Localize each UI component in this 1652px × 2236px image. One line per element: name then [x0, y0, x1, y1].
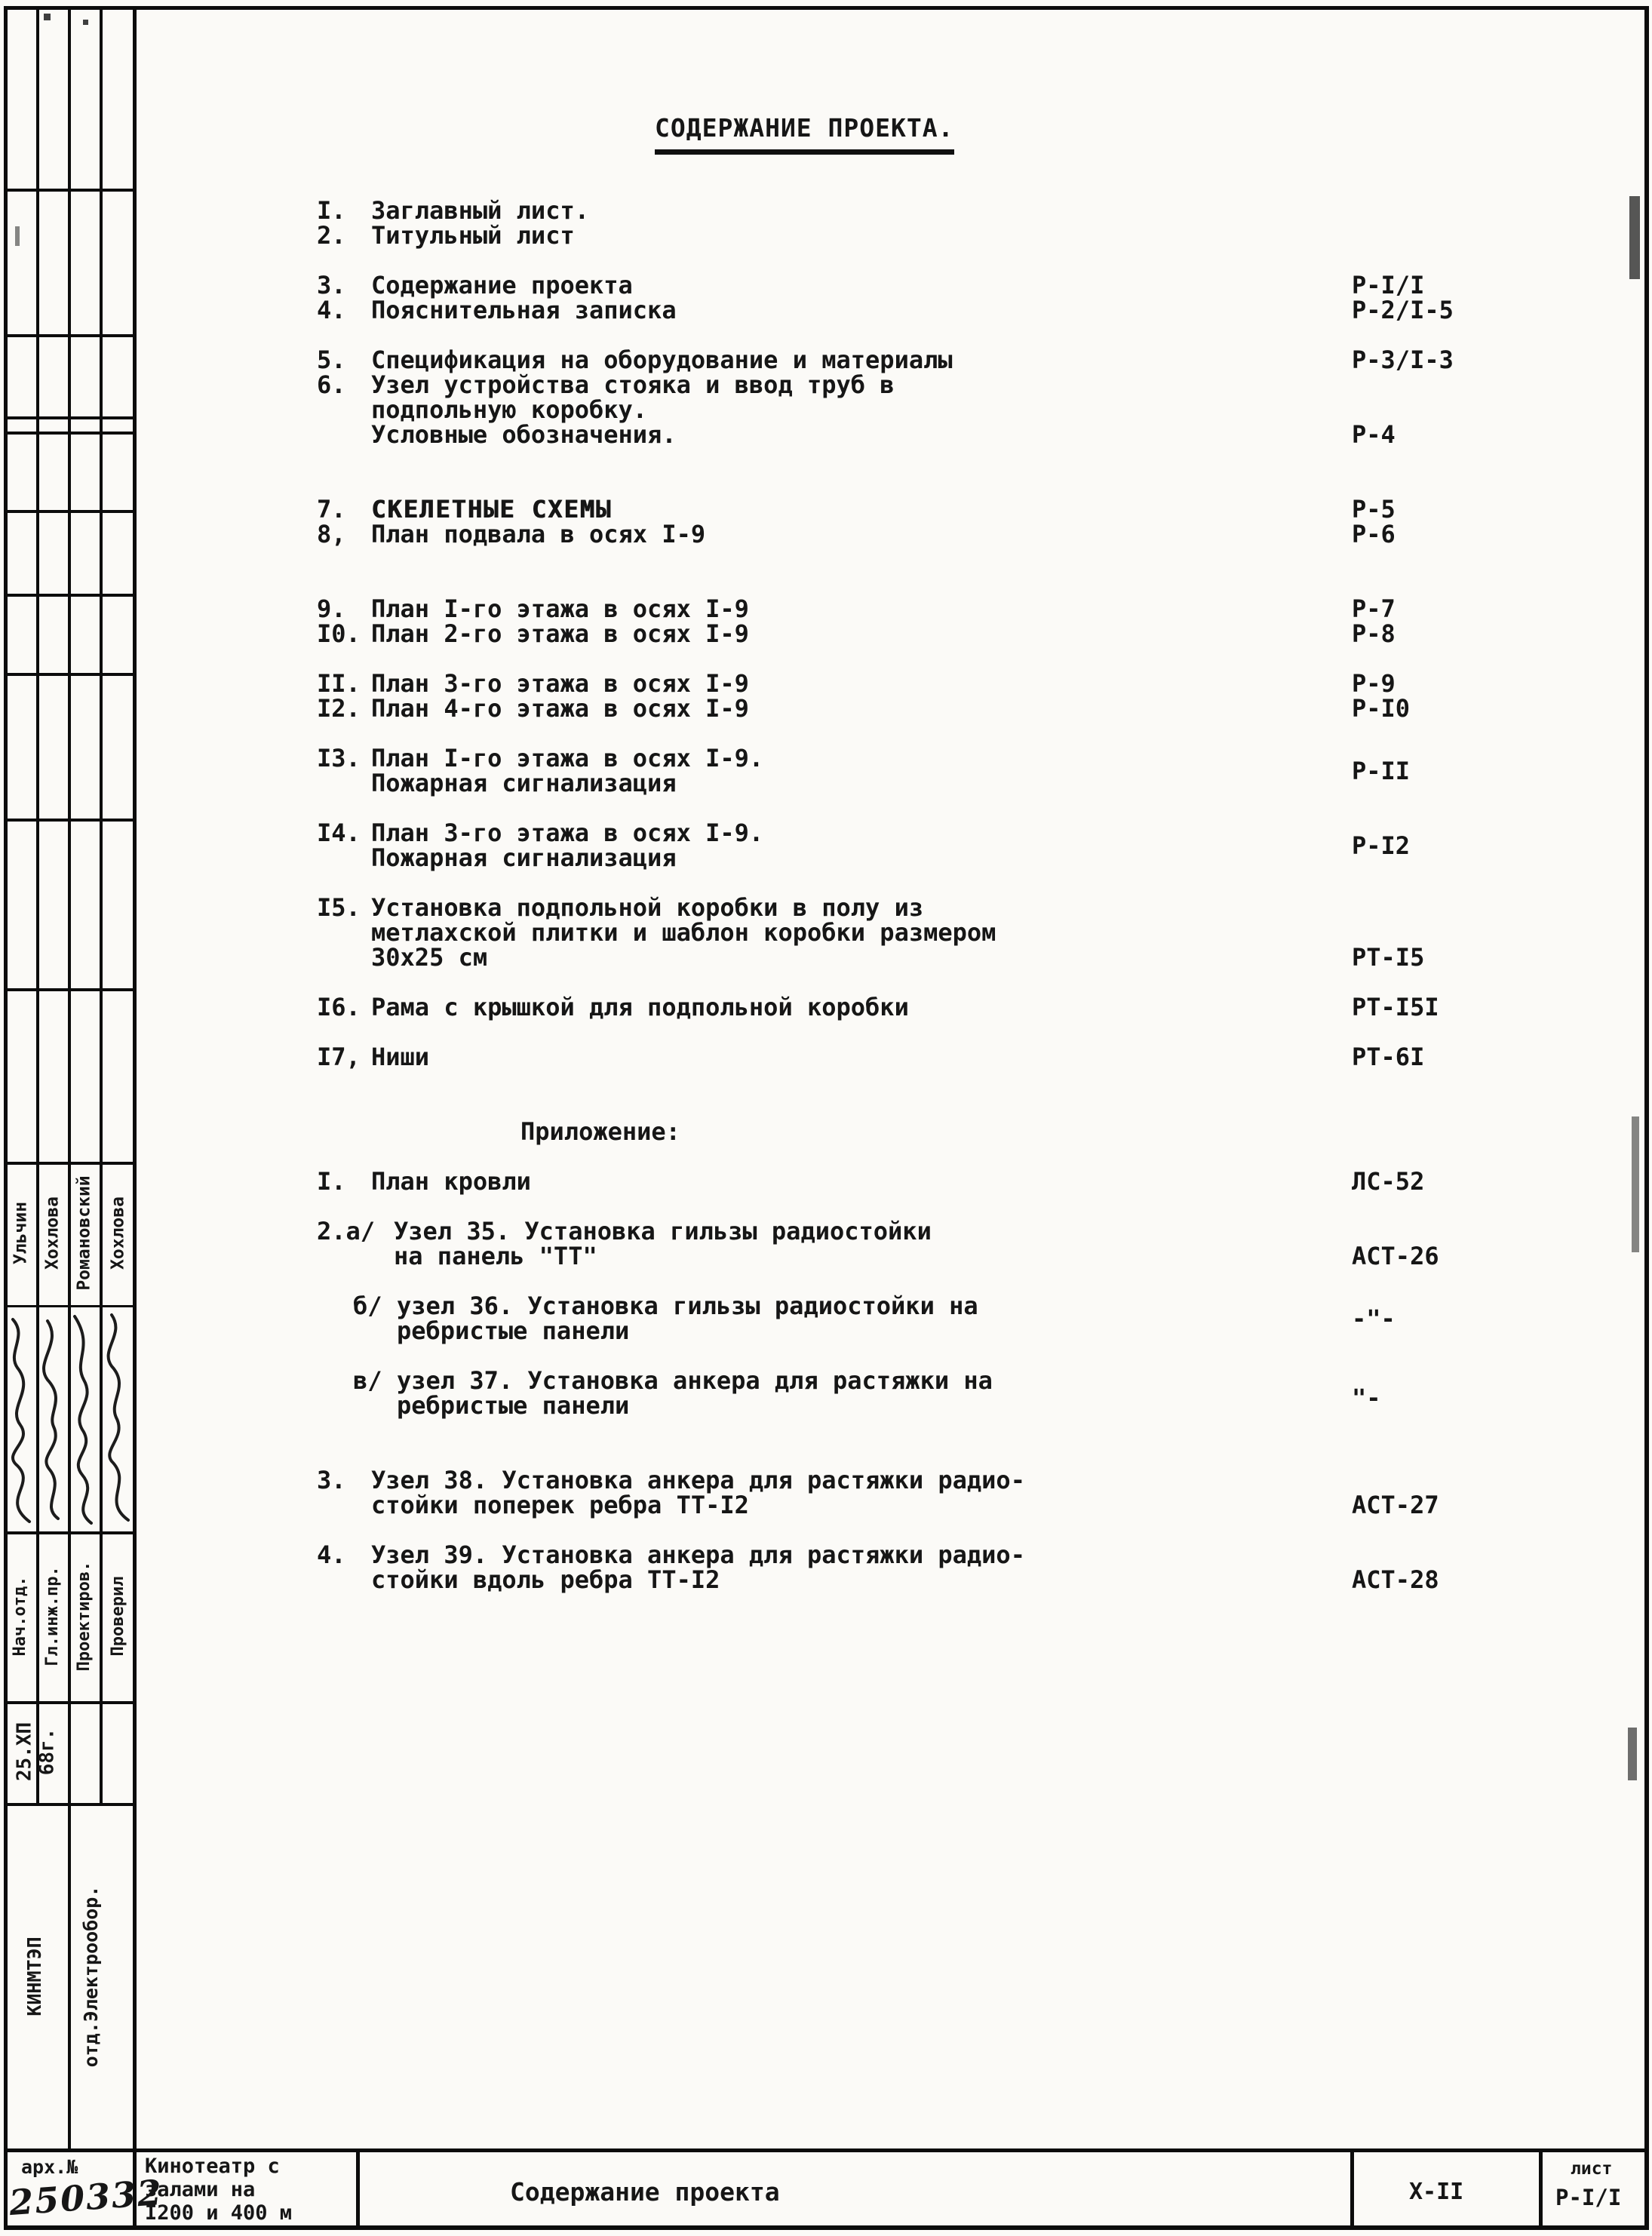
scan-artifact	[1632, 1116, 1639, 1252]
item-text-line: План 3-го этажа в осях I-9.	[371, 819, 764, 847]
toc-item	[317, 370, 1539, 449]
item-text-line: Условные обозначения.	[371, 420, 677, 449]
sheet-code: РТ-I5I	[1352, 993, 1439, 1021]
signature	[5, 1305, 36, 1531]
item-text-line: ребристые панели	[397, 1316, 630, 1345]
stamp-name: Ульчин	[11, 1201, 30, 1265]
toc-appendix-list	[317, 1169, 1539, 1593]
item-text-line: Спецификация на оборудование и материалы	[371, 346, 953, 374]
item-number: 2.	[317, 221, 346, 250]
item-number: б/	[353, 1292, 382, 1320]
sheet-code: Р-II	[1352, 756, 1411, 785]
item-text-line: Титульный лист	[371, 221, 575, 250]
right-border-line	[1644, 6, 1649, 2230]
archive-number-label: арх.№	[21, 2156, 78, 2178]
toc-item	[317, 1169, 1539, 1194]
item-number: 9.	[317, 594, 346, 623]
item-text-line: Узел 35. Установка гильзы радиостойки	[394, 1217, 932, 1245]
scan-artifact	[83, 20, 88, 25]
toc-item	[317, 895, 1539, 970]
toc-item	[317, 696, 1539, 721]
item-text-line: План I-го этажа в осях I-9.	[371, 744, 764, 772]
item-text-line: Узел устройства стояка и ввод труб в	[371, 370, 895, 399]
sheet-code: "-	[1352, 1384, 1381, 1413]
item-text-block	[371, 223, 1539, 248]
titleblock-divider	[1539, 2148, 1543, 2230]
strip-line-v5	[133, 6, 137, 2230]
item-number: 7.	[317, 495, 346, 524]
stamp-role: Гл.инж.пр.	[43, 1566, 62, 1666]
item-text-line: План 3-го этажа в осях I-9	[371, 669, 749, 698]
item-text-block	[371, 198, 1539, 223]
item-text-line: План кровли	[371, 1167, 531, 1196]
item-number: I7,	[317, 1043, 361, 1071]
item-text-line: Узел 39. Установка анкера для растяжки радио-	[371, 1540, 1025, 1569]
toc-item	[317, 497, 1539, 522]
sheet-code: Р-2/I-5	[1352, 296, 1454, 324]
item-text-line: Ниши	[371, 1043, 430, 1071]
toc-item	[317, 348, 1539, 373]
titleblock-sheet-number: Р-I/I	[1555, 2185, 1622, 2210]
scan-artifact	[15, 226, 20, 246]
sheet-code: Р-9	[1352, 669, 1396, 698]
toc-item	[317, 619, 1539, 648]
toc-item	[317, 223, 1539, 248]
strip-divider	[4, 988, 134, 991]
item-number: 3.	[317, 271, 346, 299]
stamp-name: Хохлова	[108, 1196, 127, 1270]
item-number: II.	[317, 669, 361, 698]
titleblock-sheet-label: лист	[1571, 2159, 1613, 2179]
toc-item	[317, 198, 1539, 223]
stamp-date-line1: 25.ХП	[13, 1722, 36, 1782]
item-number: 4.	[317, 296, 346, 324]
item-number: 6.	[317, 370, 346, 399]
sheet-code: ЛС-52	[1352, 1167, 1425, 1196]
stamp-name: Хохлова	[42, 1196, 62, 1270]
item-text-line: узел 36. Установка гильзы радиостойки на	[397, 1292, 978, 1320]
scan-artifact	[1628, 1728, 1637, 1780]
item-text-line: 30х25 см	[371, 943, 488, 972]
titleblock-divider	[1350, 2148, 1354, 2230]
item-text-line: Пожарная сигнализация	[371, 843, 677, 872]
sheet-code: Р-4	[1352, 420, 1396, 449]
sheet-code: Р-I/I	[1352, 271, 1425, 299]
toc-item	[317, 995, 1539, 1020]
sheet-code: Р-7	[1352, 594, 1396, 623]
strip-divider	[4, 334, 134, 337]
toc-item	[317, 746, 1539, 796]
titleblock-stage: Х-II	[1409, 2179, 1464, 2205]
sheet-code: -"-	[1352, 1304, 1396, 1333]
item-text-line: Пояснительная записка	[371, 296, 677, 324]
item-text-line: стойки поперек ребра ТТ-I2	[371, 1491, 749, 1519]
item-text-line: узел 37. Установка анкера для растяжки на	[397, 1366, 993, 1395]
item-number: 4.	[317, 1540, 346, 1569]
stamp-role: Нач.отд.	[11, 1576, 29, 1657]
item-number: 3.	[317, 1466, 346, 1494]
toc-item	[317, 522, 1539, 547]
item-text-line: Пожарная сигнализация	[371, 769, 677, 797]
sheet-code: Р-8	[1352, 619, 1396, 648]
stamp-role: Проектиров.	[75, 1561, 94, 1672]
strip-divider	[4, 432, 134, 435]
item-number: I.	[317, 196, 346, 225]
toc-item	[317, 1468, 1539, 1518]
toc-item	[317, 594, 1539, 623]
item-text-line: подпольную коробку.	[371, 395, 648, 424]
sheet-code: АСТ-26	[1352, 1242, 1439, 1270]
toc-main-list	[317, 198, 1539, 1070]
strip-divider	[4, 1803, 134, 1806]
item-number: I2.	[317, 694, 361, 723]
item-text-line: Установка подпольной коробки в полу из	[371, 893, 924, 922]
titleblock-divider	[356, 2148, 360, 2230]
sheet-code: Р-I0	[1352, 694, 1411, 723]
sheet-code: РТ-6I	[1352, 1043, 1425, 1071]
item-number: I6.	[317, 993, 361, 1021]
sheet-code: Р-3/I-3	[1352, 346, 1454, 374]
strip-divider	[4, 673, 134, 676]
stamp-name: Романовский	[74, 1175, 94, 1291]
toc-item	[317, 1294, 1539, 1344]
item-number: I3.	[317, 744, 361, 772]
item-number: в/	[353, 1366, 382, 1395]
sheet-code: РТ-I5	[1352, 943, 1425, 972]
toc-item	[317, 298, 1539, 323]
strip-divider	[4, 819, 134, 822]
project-line: Кинотеатр с	[145, 2155, 280, 2178]
item-text-line: План 4-го этажа в осях I-9	[371, 694, 749, 723]
stamp-role: Проверил	[109, 1576, 127, 1657]
strip-divider	[4, 189, 134, 192]
strip-divider	[4, 416, 134, 419]
item-text-line: СКЕЛЕТНЫЕ СХЕМЫ	[371, 495, 612, 524]
strip-divider	[4, 510, 134, 513]
stamp-date-line2: 68г.	[35, 1728, 59, 1776]
stamp-date	[4, 1701, 69, 1803]
toc-item	[317, 273, 1539, 298]
toc-item	[317, 1045, 1539, 1070]
sheet-code: АСТ-28	[1352, 1565, 1439, 1594]
toc-item	[317, 1540, 1539, 1594]
item-number: I.	[317, 1167, 346, 1196]
stamp-org: КИНМТЭП	[23, 1937, 45, 2016]
item-text-line: Заглавный лист.	[371, 196, 589, 225]
item-number: 8,	[317, 520, 346, 548]
item-number: 5.	[317, 346, 346, 374]
scan-artifact	[44, 14, 51, 20]
item-text-line: План подвала в осях I-9	[371, 520, 706, 548]
page-title: СОДЕРЖАНИЕ ПРОЕКТА.	[655, 113, 954, 155]
titleblock-top-line	[4, 2148, 1648, 2152]
signature	[68, 1305, 100, 1531]
toc-item	[317, 1368, 1539, 1418]
toc-item	[317, 821, 1539, 871]
item-text-line: План 2-го этажа в осях I-9	[371, 619, 749, 648]
item-text-line: Рама с крышкой для подпольной коробки	[371, 993, 909, 1021]
table-of-contents	[317, 198, 1539, 1593]
archive-number-value: 250332	[8, 2171, 164, 2224]
item-text-line: метлахской плитки и шаблон коробки размером	[371, 918, 996, 947]
stamp-department: отд.Электрообор.	[79, 1885, 102, 2068]
signature	[102, 1305, 134, 1531]
item-text-line: Узел 38. Установка анкера для растяжки радио-	[371, 1466, 1025, 1494]
item-text-line: на панель "ТТ"	[394, 1242, 597, 1270]
item-text-line: Содержание проекта	[371, 271, 633, 299]
item-number: 2.а/	[317, 1217, 376, 1245]
sheet-code: АСТ-27	[1352, 1491, 1439, 1519]
item-number: I0.	[317, 619, 361, 648]
bottom-border-line	[4, 2225, 1649, 2230]
sheet-code: Р-5	[1352, 495, 1396, 524]
titleblock-project-name	[145, 2155, 356, 2225]
top-border-line	[4, 6, 1648, 10]
scan-artifact	[1629, 196, 1640, 279]
project-line: I200 и 400 м	[145, 2201, 293, 2225]
strip-divider	[4, 594, 134, 597]
sheet-code: Р-6	[1352, 520, 1396, 548]
titleblock-doc-title: Содержание проекта	[510, 2177, 780, 2207]
item-number: I4.	[317, 819, 361, 847]
toc-item	[317, 671, 1539, 696]
appendix-heading: Приложение:	[520, 1117, 680, 1146]
signature	[36, 1305, 68, 1531]
item-text-line: План I-го этажа в осях I-9	[371, 594, 749, 623]
item-text-line: ребристые панели	[397, 1391, 630, 1420]
item-number: I5.	[317, 893, 361, 922]
project-line: залами на	[145, 2178, 256, 2201]
toc-item	[317, 1219, 1539, 1269]
sheet-code: Р-I2	[1352, 831, 1411, 860]
item-text-line: стойки вдоль ребра ТТ-I2	[371, 1565, 720, 1594]
